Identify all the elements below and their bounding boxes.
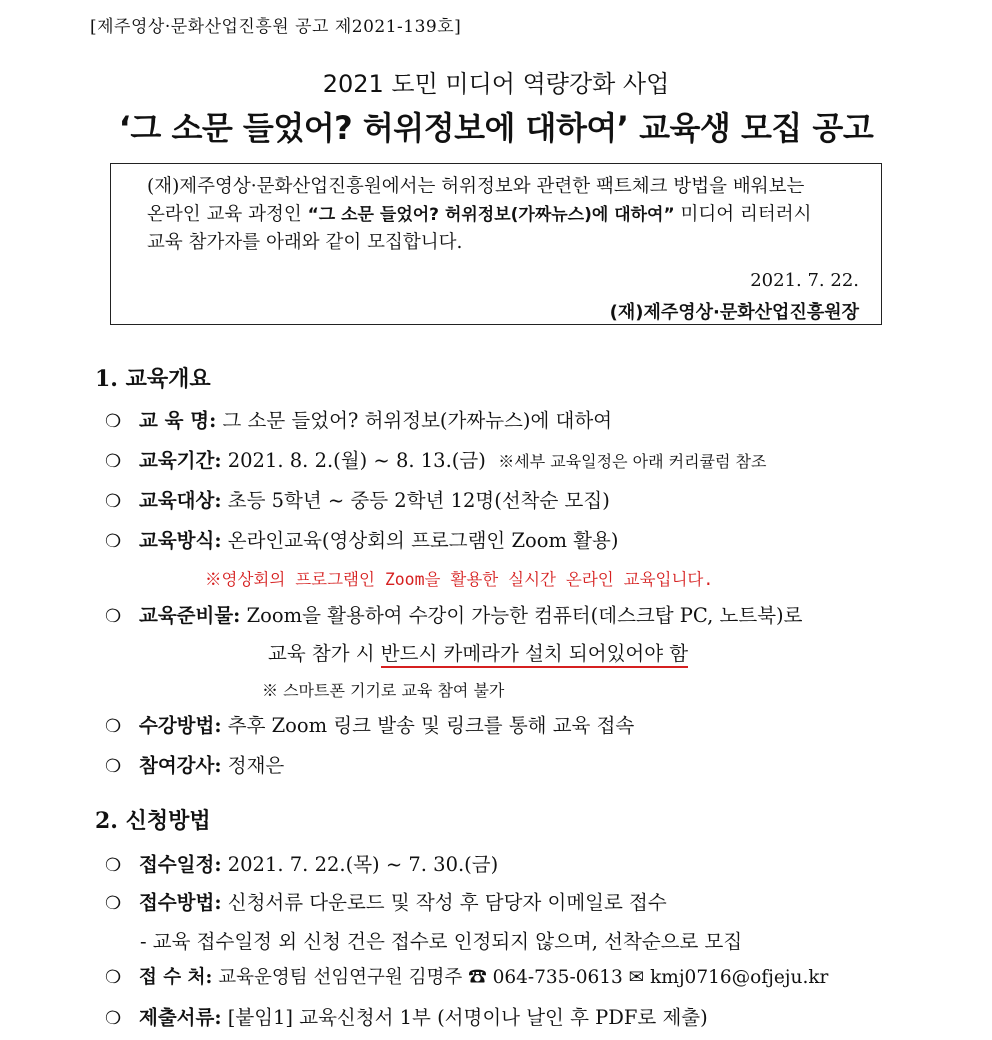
course-name-label: 교 육 명: [139,409,217,432]
page-title: ‘그 소문 들었어? 허위정보에 대하여’ 교육생 모집 공고 [118,109,874,147]
instructor-label: 참여강사: [139,754,222,777]
apply-way-value: 신청서류 다운로드 및 작성 후 담당자 이메일로 접수 [221,891,667,914]
circle-bullet-icon: ❍ [105,967,122,988]
instructor-item [105,750,284,778]
method-label: 교육방식: [139,529,222,552]
circle-bullet-icon: ❍ [105,451,122,472]
intro-line2-post: 미디어 리터러시 [674,204,812,225]
course-title-bold: “그 소문 들었어? 허위정보(가짜뉴스)에 대하여” [307,205,675,225]
course-name-value: 그 소문 들었어? 허위정보(가짜뉴스)에 대하여 [216,409,613,432]
target-label: 교육대상: [139,489,222,512]
circle-bullet-icon: ❍ [105,411,122,432]
contact-phone: 064-735-0613 [486,967,629,988]
camera-requirement: 반드시 카메라가 설치 되어있어야 함 [381,642,688,668]
target-value: 초등 5학년 ~ 중등 2학년 12명(선착순 모집) [221,489,610,512]
attend-label: 수강방법: [139,714,222,737]
docs-item [105,1002,708,1030]
circle-bullet-icon: ❍ [105,855,122,876]
intro-line3: 교육 참가자를 아래와 같이 모집합니다. [147,232,463,253]
docs-label: 제출서류: [139,1006,222,1029]
prep-line2 [268,638,688,666]
prep-item [105,600,802,628]
circle-bullet-icon: ❍ [105,756,122,777]
title-line1: 2021 도민 미디어 역량강화 사업 [322,70,670,98]
method-note: ※영상회의 프로그램인 Zoom을 활용한 실시간 온라인 교육입니다. [205,570,714,589]
circle-bullet-icon: ❍ [105,491,122,512]
announcement-date: 2021. 7. 22. [750,270,859,291]
instructor-value: 정재은 [221,754,285,777]
phone-icon: ☎ [468,967,487,988]
prep-label: 교육준비물: [139,604,241,627]
contact-label: 접 수 처: [139,967,213,988]
attend-item [105,710,634,738]
circle-bullet-icon: ❍ [105,1008,122,1029]
apply-way-note: - 교육 접수일정 외 신청 건은 접수로 인정되지 않으며, 선착순으로 모집 [140,930,743,953]
notice-number: [제주영상·문화산업진흥원 공고 제2021-139호] [90,17,462,37]
prep-line2-pre: 교육 참가 시 [268,642,381,665]
period-label: 교육기간: [139,449,222,472]
intro-line2 [147,200,812,226]
circle-bullet-icon: ❍ [105,893,122,914]
contact-email[interactable]: kmj0716@ofjeju.kr [644,967,829,988]
prep-value: Zoom을 활용하여 수강이 가능한 컴퓨터(데스크탑 PC, 노트북)로 [240,604,803,627]
circle-bullet-icon: ❍ [105,606,122,627]
apply-way-label: 접수방법: [139,891,222,914]
course-name-item [105,405,612,433]
issuing-organization: (재)제주영상·문화산업진흥원장 [609,302,859,323]
target-item [105,485,610,513]
method-item [105,525,618,553]
attend-value: 추후 Zoom 링크 발송 및 링크를 통해 교육 접속 [221,714,635,737]
circle-bullet-icon: ❍ [105,531,122,552]
contact-value: 교육운영팀 선임연구원 김명주 [212,967,469,988]
intro-line2-pre: 온라인 교육 과정인 [147,204,308,225]
docs-value: [붙임1] 교육신청서 1부 (서명이나 날인 후 PDF로 제출) [221,1006,708,1029]
schedule-value: 2021. 7. 22.(목) ~ 7. 30.(금) [221,853,499,876]
section2-heading: 2. 신청방법 [95,808,211,834]
circle-bullet-icon: ❍ [105,716,122,737]
period-item [105,445,766,473]
contact-item [105,963,828,989]
intro-box [110,163,882,325]
section1-heading: 1. 교육개요 [95,366,211,392]
prep-note: ※ 스마트폰 기기로 교육 참여 불가 [262,681,505,700]
schedule-label: 접수일정: [139,853,222,876]
mail-icon: ✉ [628,967,645,988]
period-note: ※세부 교육일정은 아래 커리큘럼 참조 [498,452,767,471]
schedule-item [105,849,498,877]
apply-way-item [105,887,667,915]
method-value: 온라인교육(영상회의 프로그램인 Zoom 활용) [221,529,619,552]
period-value: 2021. 8. 2.(월) ~ 8. 13.(금) [221,449,486,472]
intro-line1: (재)제주영상·문화산업진흥원에서는 허위정보와 관련한 팩트체크 방법을 배워보는 [147,176,805,197]
